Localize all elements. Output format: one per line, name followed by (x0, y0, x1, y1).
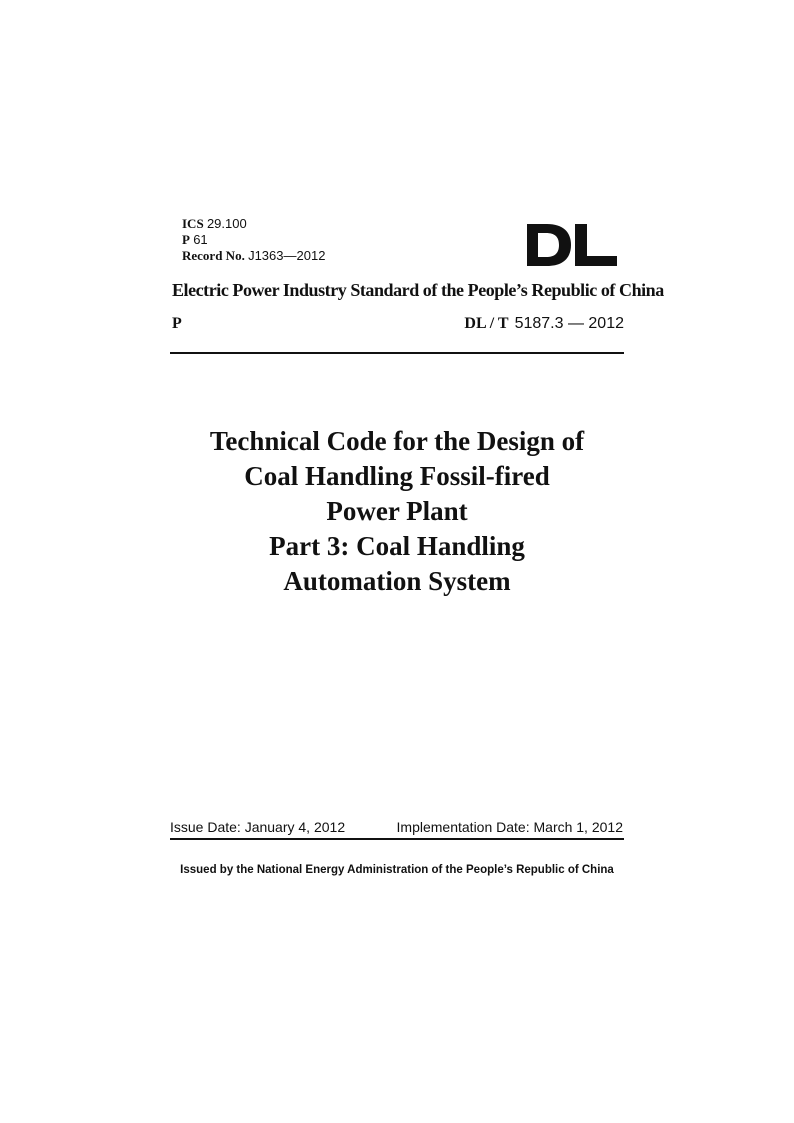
p-value: 61 (193, 232, 208, 247)
issuer-statement: Issued by the National Energy Administration of the People’s Republic of China (180, 864, 614, 876)
record-number (182, 248, 325, 264)
record-value: J1363—2012 (248, 248, 326, 263)
p-code (182, 232, 208, 248)
implementation-date: Implementation Date: March 1, 2012 (396, 819, 623, 835)
ics-code (182, 216, 247, 232)
title-line: Coal Handling Fossil-fired (244, 461, 550, 491)
document-title (120, 424, 674, 599)
standard-prefix: DL / T (464, 315, 509, 332)
standard-code: 5187.3 — 2012 (514, 315, 624, 332)
issue-date: Issue Date: January 4, 2012 (170, 819, 346, 835)
title-line: Automation System (283, 566, 511, 596)
title-line: Power Plant (326, 496, 468, 526)
ics-label: ICS (182, 216, 204, 231)
p-label: P (182, 232, 190, 247)
record-label: Record No. (182, 248, 245, 263)
title-line: Part 3: Coal Handling (269, 531, 525, 561)
standard-number (464, 314, 624, 334)
ics-value: 29.100 (206, 216, 247, 231)
classification-letter: P (172, 315, 182, 332)
bottom-divider (170, 838, 624, 840)
industry-standard-title: Electric Power Industry Standard of the People’s Republic of China (172, 280, 664, 300)
title-line: Technical Code for the Design of (209, 426, 585, 456)
dl-logo (527, 224, 617, 266)
top-divider (170, 352, 624, 354)
